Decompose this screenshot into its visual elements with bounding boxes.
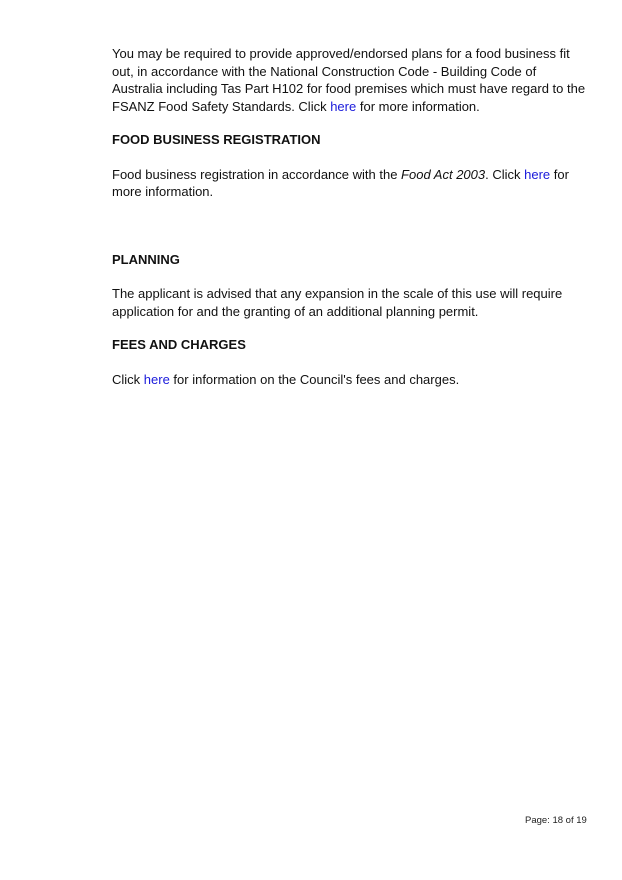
food-registration-text: Food business registration in accordance with the xyxy=(112,166,402,182)
fees-paragraph xyxy=(112,371,587,389)
intro-here-link[interactable]: here xyxy=(330,98,357,114)
food-registration-text-after: for more information. xyxy=(112,166,569,199)
fees-text: Click xyxy=(112,371,144,387)
intro-paragraph xyxy=(112,45,587,115)
food-registration-paragraph xyxy=(112,166,587,201)
fees-text-after: for information on the Council's fees and charges. xyxy=(169,371,460,387)
page-number: Page: 18 of 19 xyxy=(525,815,587,826)
food-registration-text-mid: . Click xyxy=(485,166,525,182)
food-registration-heading: FOOD BUSINESS REGISTRATION xyxy=(112,132,321,147)
food-act-title: Food Act 2003 xyxy=(401,166,486,182)
planning-heading: PLANNING xyxy=(112,251,180,267)
fees-heading: FEES AND CHARGES xyxy=(112,337,246,352)
fees-here-link[interactable]: here xyxy=(143,371,170,387)
planning-paragraph: The applicant is advised that any expansion in the scale of this use will require application for and the granting of an additional planning permit. xyxy=(112,286,563,319)
intro-text: You may be required to provide approved/endorsed plans for a food business fit out, in accordance with the National Construction Code - Building Code of Australia including Tas Part H102 for food premises which must have regard to the FSANZ Food Safety Standards. Click xyxy=(112,46,586,114)
food-registration-here-link[interactable]: here xyxy=(524,166,551,182)
page-content xyxy=(112,45,587,388)
intro-text-after: for more information. xyxy=(356,98,480,114)
